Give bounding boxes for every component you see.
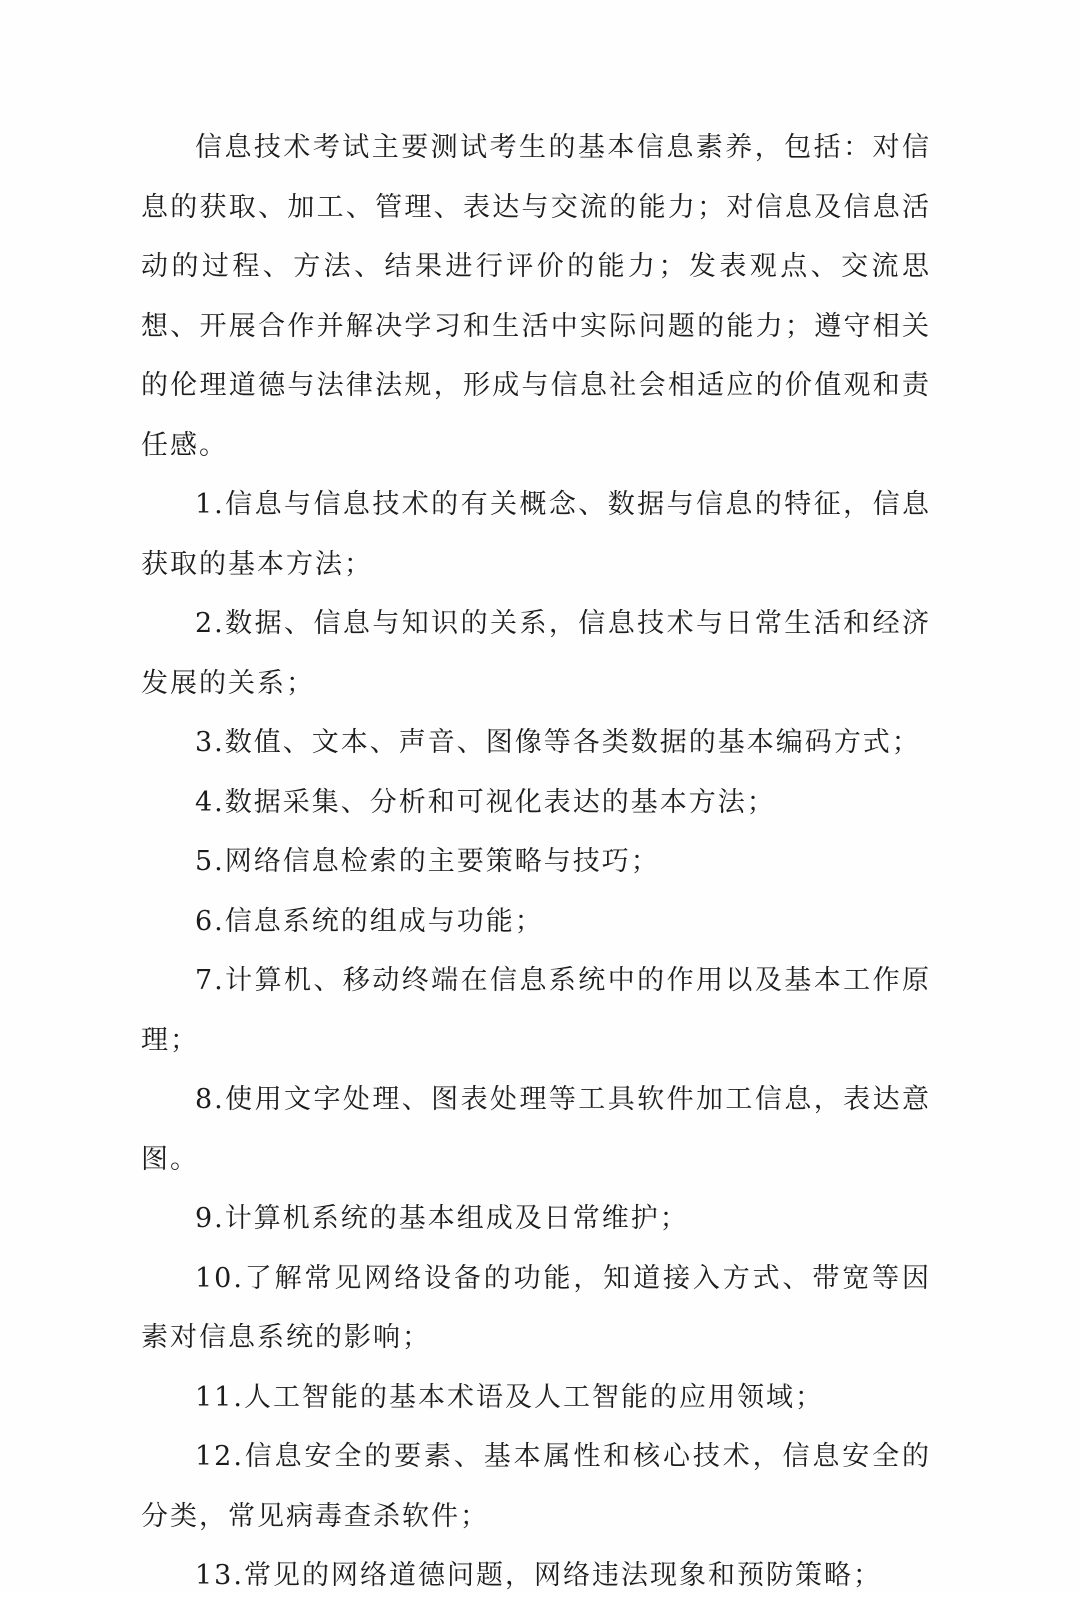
list-item: 10.了解常见网络设备的功能，知道接入方式、带宽等因素对信息系统的影响； xyxy=(141,1262,931,1353)
list-item: 3.数值、文本、声音、图像等各类数据的基本编码方式； xyxy=(195,727,921,758)
document-body xyxy=(141,118,931,1606)
list-item: 4.数据采集、分析和可视化表达的基本方法； xyxy=(195,786,776,818)
list-item: 1.信息与信息技术的有关概念、数据与信息的特征，信息获取的基本方法； xyxy=(141,489,931,580)
list-item: 6.信息系统的组成与功能； xyxy=(195,905,544,937)
list-item: 2.数据、信息与知识的关系，信息技术与日常生活和经济发展的关系； xyxy=(141,608,931,699)
list-item: 8.使用文字处理、图表处理等工具软件加工信息，表达意图。 xyxy=(141,1084,931,1175)
list-item: 11.人工智能的基本术语及人工智能的应用领域； xyxy=(195,1381,824,1413)
list-item: 5.网络信息检索的主要策略与技巧； xyxy=(195,846,660,877)
list-item: 9.计算机系统的基本组成及日常维护； xyxy=(195,1203,689,1234)
list-item: 13.常见的网络道德问题，网络违法现象和预防策略； xyxy=(195,1560,882,1591)
list-item: 12.信息安全的要素、基本属性和核心技术，信息安全的分类，常见病毒查杀软件； xyxy=(141,1441,931,1532)
list-item: 7.计算机、移动终端在信息系统中的作用以及基本工作原理； xyxy=(141,965,931,1056)
intro-paragraph: 信息技术考试主要测试考生的基本信息素养，包括：对信息的获取、加工、管理、表达与交流的能力；对信息及信息活动的过程、方法、结果进行评价的能力；发表观点、交流思想、开展合作并解决学习和生活中实际问题的能力；遵守相关的伦理道德与法律法规，形成与信息社会相适应的价值观和责任感。 xyxy=(141,132,931,461)
